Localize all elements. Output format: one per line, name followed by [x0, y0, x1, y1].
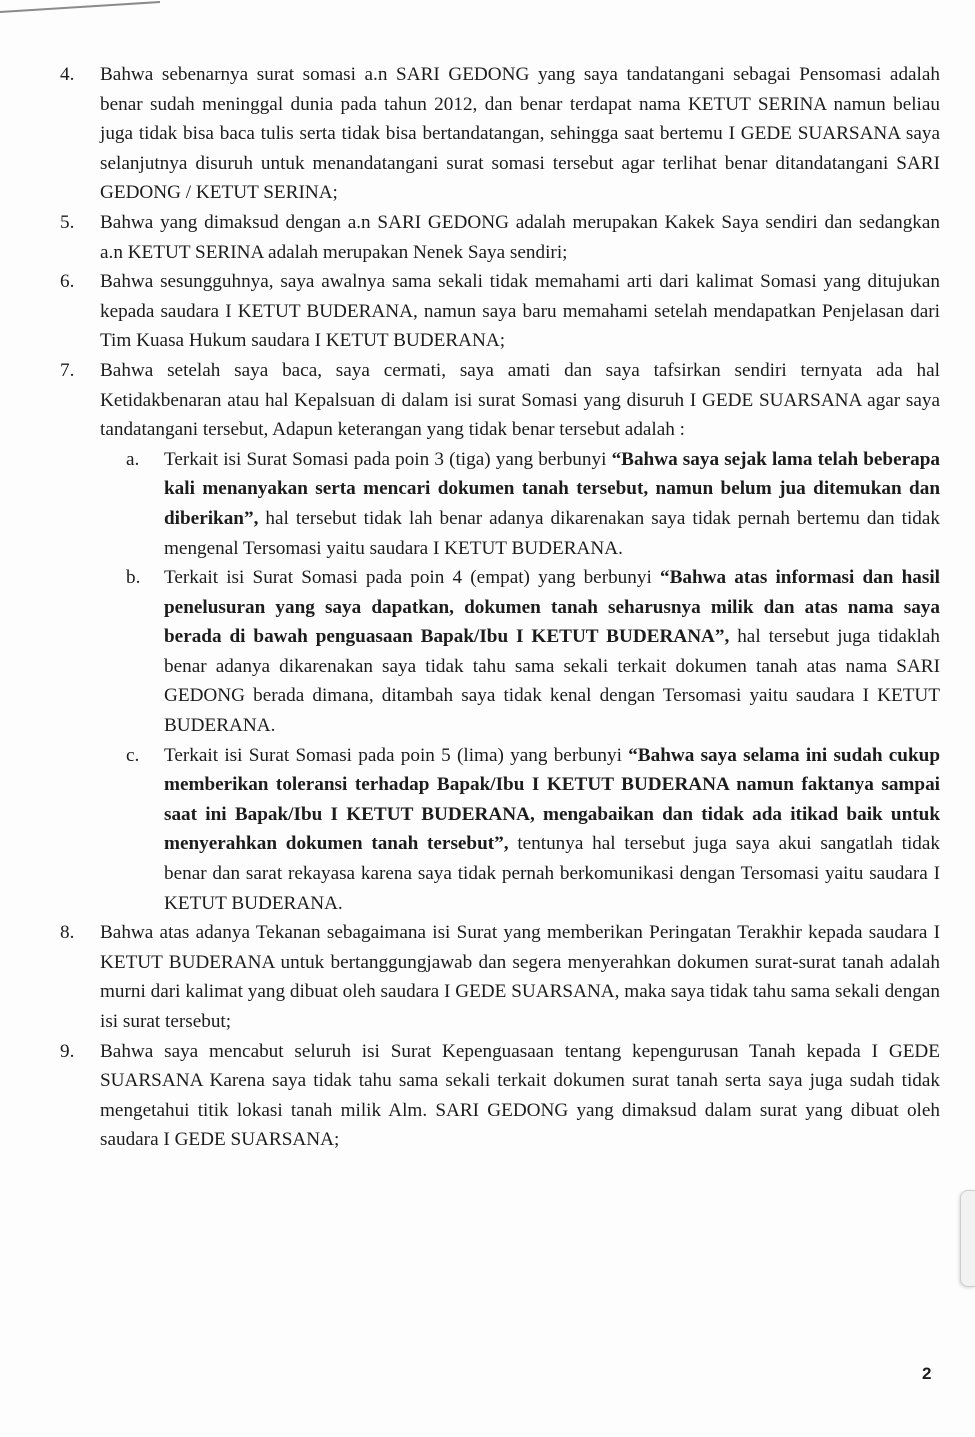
sub-item-rebuttal: hal tersebut tidak lah benar adanya dikarenakan saya tidak pernah bertemu dan tidak mengenal Tersomasi yaitu saudara I KETUT BUDERANA.: [164, 507, 940, 559]
item-number: 6.: [60, 271, 75, 293]
sub-item-rebuttal: tentunya hal tersebut juga saya akui sangatlah tidak benar dan sarat rekayasa karena saya tidak pernah berkomunikasi dengan Tersomasi yaitu saudara I KETUT BUDERANA.: [164, 833, 940, 914]
item-number: 7.: [60, 359, 75, 381]
list-item: [60, 918, 940, 1036]
item-number: 5.: [60, 211, 75, 233]
item-text: Bahwa setelah saya baca, saya cermati, saya amati dan saya tafsirkan sendiri ternyata ada hal Ketidakbenaran atau hal Kepalsuan di dalam isi surat Somasi yang disuruh I GEDE SUARSANA agar saya tandatangani tersebut, Adapun keterangan yang tidak benar tersebut adalah :: [100, 359, 940, 441]
sub-item-rebuttal: hal tersebut juga tidaklah benar adanya dikarenakan saya tidak tahu sama sekali terkait dokumen tanah atas nama SARI GEDONG berada dimana, ditambah saya tidak kenal dengan Tersomasi yaitu saudara I KETUT BUDERANA.: [164, 626, 940, 737]
quoted-statement: “Bahwa atas informasi dan hasil penelusuran yang saya dapatkan, dokumen tanah seharusnya milik dan atas nama saya berada di bawah penguasaan Bapak/Ibu I KETUT BUDERANA”,: [164, 567, 940, 648]
sub-list-item: [60, 741, 940, 919]
sub-item-intro: Terkait isi Surat Somasi pada poin 3 (tiga) yang berbunyi: [164, 448, 612, 470]
quoted-statement: “Bahwa saya sejak lama telah beberapa kali menanyakan serta mencari dokumen tanah tersebut, namun belum jua ditemukan dan diberikan”,: [164, 448, 940, 529]
sub-list-item: [60, 445, 940, 563]
list-item: [60, 1037, 940, 1155]
item-text: Bahwa atas adanya Tekanan sebagaimana isi Surat yang memberikan Peringatan Terakhir kepada saudara I KETUT BUDERANA untuk bertanggungjawab dan segera menyerahkan dokumen surat-surat tanah adalah murni dari kalimat yang dibuat oleh saudara I GEDE SUARSANA, maka saya tidak tahu sama sekali dengan isi surat tersebut;: [100, 922, 940, 1032]
sub-item-letter: c.: [126, 744, 140, 766]
list-item: [60, 60, 940, 208]
document-body: [60, 60, 940, 1155]
quoted-statement: “Bahwa saya selama ini sudah cukup memberikan toleransi terhadap Bapak/Ibu I KETUT BUDERANA namun faktanya sampai saat ini Bapak/Ibu I KETUT BUDERANA, mengabaikan dan tidak ada itikad baik untuk menyerahkan dokumen tanah tersebut”,: [164, 744, 940, 855]
item-text: Bahwa sebenarnya surat somasi a.n SARI GEDONG yang saya tandatangani sebagai Pensomasi adalah benar sudah meninggal dunia pada tahun 2012, dan benar terdapat nama KETUT SERINA namun beliau juga tidak bisa baca tulis serta tidak bisa bertandatangan, sehingga saat bertemu I GEDE SUARSANA saya selanjutnya disuruh untuk menandatangani surat somasi tersebut agar terlihat benar ditandatangani SARI GEDONG / KETUT SERINA;: [100, 64, 940, 204]
sub-item-intro: Terkait isi Surat Somasi pada poin 5 (lima) yang berbunyi: [164, 744, 629, 766]
sub-item-text: [164, 563, 940, 741]
item-text: Bahwa yang dimaksud dengan a.n SARI GEDONG adalah merupakan Kakek Saya sendiri dan sedangkan a.n KETUT SERINA adalah merupakan Nenek Saya sendiri;: [100, 211, 940, 263]
page-edge-tab: [960, 1190, 975, 1287]
sub-item-text: [164, 445, 940, 563]
sub-list-item: [60, 563, 940, 741]
item-text: Bahwa saya mencabut seluruh isi Surat Kepenguasaan tentang kepengurusan Tanah kepada I GEDE SUARSANA Karena saya tidak tahu sama sekali terkait dokumen surat tanah serta saya juga sudah tidak mengetahui titik lokasi tanah milik Alm. SARI GEDONG yang dimaksud dalam surat yang dibuat oleh saudara I GEDE SUARSANA;: [100, 1040, 940, 1151]
sub-item-text: [164, 741, 940, 919]
item-number: 8.: [60, 922, 75, 944]
item-number: 4.: [60, 64, 75, 85]
item-number: 9.: [60, 1040, 75, 1062]
item-text: Bahwa sesungguhnya, saya awalnya sama sekali tidak memahami arti dari kalimat Somasi yang ditujukan kepada saudara I KETUT BUDERANA, namun saya baru memahami setelah mendapatkan Penjelasan dari Tim Kuasa Hukum saudara I KETUT BUDERANA;: [100, 271, 940, 352]
sub-item-letter: b.: [126, 567, 141, 589]
page-edge-line: [0, 0, 975, 40]
sub-item-intro: Terkait isi Surat Somasi pada poin 4 (empat) yang berbunyi: [164, 567, 660, 589]
list-item: [60, 208, 940, 267]
sub-item-letter: a.: [126, 448, 140, 470]
list-item: [60, 356, 940, 918]
page-number: 2: [922, 1364, 932, 1383]
list-item: [60, 267, 940, 356]
